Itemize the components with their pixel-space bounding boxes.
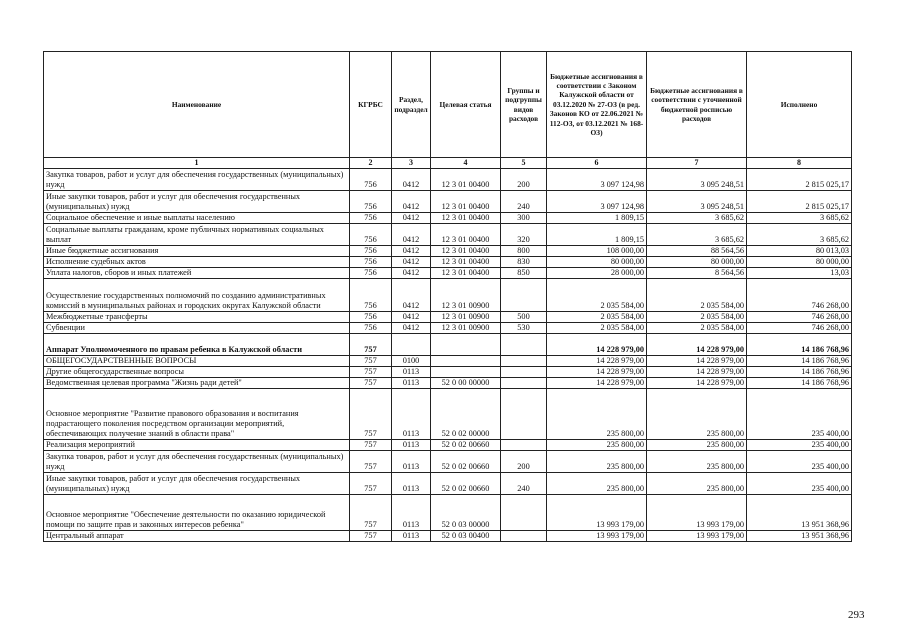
row-section: 0113 [392,389,431,440]
row-section: 0113 [392,531,431,542]
table-row [44,389,852,440]
row-kgrbs: 756 [350,279,392,312]
row-kgrbs: 757 [350,367,392,378]
row-target: 52 0 03 00400 [431,531,501,542]
row-group [501,279,547,312]
page-number: 293 [848,609,865,621]
column-number-row [44,158,852,169]
row-name: Социальные выплаты гражданам, кроме публичных нормативных социальных выплат [44,224,350,246]
row-name: Ведомственная целевая программа "Жизнь ради детей" [44,378,350,389]
row-name: Основное мероприятие "Развитие правового образования и воспитания подрастающего поколения посредством организации мероприятий, обеспечивающих получение знаний в области права" [44,389,350,440]
row-law-allocation: 3 097 124,98 [547,191,647,213]
row-target: 52 0 02 00660 [431,440,501,451]
row-group [501,440,547,451]
table-row [44,495,852,531]
row-target [431,334,501,356]
row-law-allocation: 14 228 979,00 [547,378,647,389]
row-kgrbs: 756 [350,169,392,191]
row-section: 0412 [392,312,431,323]
row-kgrbs: 756 [350,268,392,279]
row-roster-allocation: 14 228 979,00 [647,367,747,378]
row-group [501,531,547,542]
row-group [501,389,547,440]
row-roster-allocation: 235 800,00 [647,389,747,440]
table-row [44,213,852,224]
column-number: 4 [431,158,501,169]
row-section: 0113 [392,473,431,495]
row-target: 12 3 01 00400 [431,191,501,213]
row-group: 240 [501,191,547,213]
row-law-allocation: 14 228 979,00 [547,356,647,367]
table-row [44,246,852,257]
row-executed: 746 268,00 [747,323,852,334]
row-target: 12 3 01 00900 [431,312,501,323]
row-name: Аппарат Уполномоченного по правам ребенка в Калужской области [44,334,350,356]
row-section: 0113 [392,367,431,378]
row-executed: 14 186 768,96 [747,367,852,378]
row-kgrbs: 757 [350,389,392,440]
row-kgrbs: 757 [350,378,392,389]
row-roster-allocation: 3 685,62 [647,213,747,224]
row-executed: 746 268,00 [747,279,852,312]
row-name: Уплата налогов, сборов и иных платежей [44,268,350,279]
row-kgrbs: 756 [350,246,392,257]
row-law-allocation: 2 035 584,00 [547,323,647,334]
row-section: 0412 [392,257,431,268]
row-section: 0412 [392,268,431,279]
row-kgrbs: 756 [350,213,392,224]
row-kgrbs: 757 [350,440,392,451]
column-number: 8 [747,158,852,169]
row-group [501,367,547,378]
row-kgrbs: 757 [350,473,392,495]
row-group [501,378,547,389]
row-name: Иные закупки товаров, работ и услуг для обеспечения государственных (муниципальных) нужд [44,191,350,213]
table-row [44,191,852,213]
row-kgrbs: 757 [350,334,392,356]
row-section: 0412 [392,246,431,257]
row-law-allocation: 2 035 584,00 [547,279,647,312]
row-roster-allocation: 14 228 979,00 [647,378,747,389]
row-target: 12 3 01 00400 [431,224,501,246]
column-header-group: Группы и подгруппы видов расходов [501,52,547,158]
row-kgrbs: 756 [350,323,392,334]
row-executed: 80 013,03 [747,246,852,257]
row-target: 12 3 01 00900 [431,279,501,312]
row-name: Закупка товаров, работ и услуг для обеспечения государственных (муниципальных) нужд [44,169,350,191]
row-roster-allocation: 235 800,00 [647,451,747,473]
row-name: Закупка товаров, работ и услуг для обеспечения государственных (муниципальных) нужд [44,451,350,473]
row-kgrbs: 757 [350,451,392,473]
row-executed: 14 186 768,96 [747,334,852,356]
row-group: 530 [501,323,547,334]
row-target: 12 3 01 00400 [431,268,501,279]
row-kgrbs: 757 [350,356,392,367]
row-roster-allocation: 88 564,56 [647,246,747,257]
row-group [501,356,547,367]
row-executed: 13 951 368,96 [747,531,852,542]
row-roster-allocation: 235 800,00 [647,473,747,495]
row-section: 0412 [392,279,431,312]
row-group: 800 [501,246,547,257]
row-name: Межбюджетные трансферты [44,312,350,323]
table-row [44,440,852,451]
row-executed: 235 400,00 [747,440,852,451]
row-roster-allocation: 3 095 248,51 [647,169,747,191]
row-kgrbs: 757 [350,495,392,531]
row-law-allocation: 14 228 979,00 [547,334,647,356]
row-section: 0412 [392,323,431,334]
row-law-allocation: 1 809,15 [547,213,647,224]
table-row [44,312,852,323]
row-law-allocation: 2 035 584,00 [547,312,647,323]
row-roster-allocation: 13 993 179,00 [647,495,747,531]
row-section: 0113 [392,378,431,389]
row-executed: 80 000,00 [747,257,852,268]
row-law-allocation: 14 228 979,00 [547,367,647,378]
row-law-allocation: 13 993 179,00 [547,531,647,542]
row-law-allocation: 108 000,00 [547,246,647,257]
row-target: 52 0 02 00000 [431,389,501,440]
row-executed: 13 951 368,96 [747,495,852,531]
table-row [44,257,852,268]
row-executed: 235 400,00 [747,451,852,473]
row-name: Реализация мероприятий [44,440,350,451]
row-section: 0412 [392,169,431,191]
table-row [44,334,852,356]
row-name: Центральный аппарат [44,531,350,542]
row-law-allocation: 13 993 179,00 [547,495,647,531]
table-body [44,169,852,542]
row-target: 52 0 00 00000 [431,378,501,389]
row-section: 0113 [392,495,431,531]
row-law-allocation: 235 800,00 [547,451,647,473]
budget-table [43,51,852,542]
row-executed: 3 685,62 [747,213,852,224]
row-kgrbs: 756 [350,257,392,268]
row-executed: 235 400,00 [747,389,852,440]
row-group [501,334,547,356]
row-name: Осуществление государственных полномочий по созданию административных комиссий в муниципальных районах и городских округах Калужской области [44,279,350,312]
column-number: 5 [501,158,547,169]
row-group: 200 [501,169,547,191]
row-law-allocation: 1 809,15 [547,224,647,246]
table-row [44,531,852,542]
row-target: 52 0 02 00660 [431,473,501,495]
row-target: 52 0 03 00000 [431,495,501,531]
row-target: 52 0 02 00660 [431,451,501,473]
row-group [501,495,547,531]
row-name: Социальное обеспечение и иные выплаты населению [44,213,350,224]
column-header-name: Наименование [44,52,350,158]
table-row [44,279,852,312]
row-law-allocation: 235 800,00 [547,440,647,451]
row-group: 850 [501,268,547,279]
row-roster-allocation: 8 564,56 [647,268,747,279]
row-section: 0412 [392,191,431,213]
column-number: 2 [350,158,392,169]
row-group: 200 [501,451,547,473]
table-header [44,52,852,169]
row-law-allocation: 3 097 124,98 [547,169,647,191]
row-name: Иные закупки товаров, работ и услуг для обеспечения государственных (муниципальных) нужд [44,473,350,495]
row-executed: 3 685,62 [747,224,852,246]
row-law-allocation: 235 800,00 [547,389,647,440]
row-name: Другие общегосударственные вопросы [44,367,350,378]
column-header-executed: Исполнено [747,52,852,158]
column-number: 3 [392,158,431,169]
row-executed: 2 815 025,17 [747,191,852,213]
row-section [392,334,431,356]
row-target: 12 3 01 00400 [431,257,501,268]
row-section: 0113 [392,440,431,451]
table-row [44,473,852,495]
row-target: 12 3 01 00400 [431,246,501,257]
column-number: 7 [647,158,747,169]
row-name: Иные бюджетные ассигнования [44,246,350,257]
row-roster-allocation: 2 035 584,00 [647,312,747,323]
row-target [431,356,501,367]
row-executed: 746 268,00 [747,312,852,323]
column-header-kgrbs: КГРБС [350,52,392,158]
row-law-allocation: 235 800,00 [547,473,647,495]
row-group: 830 [501,257,547,268]
row-executed: 13,03 [747,268,852,279]
table-row [44,356,852,367]
row-section: 0113 [392,451,431,473]
row-target: 12 3 01 00900 [431,323,501,334]
row-name: ОБЩЕГОСУДАРСТВЕННЫЕ ВОПРОСЫ [44,356,350,367]
row-roster-allocation: 3 095 248,51 [647,191,747,213]
row-section: 0412 [392,213,431,224]
row-section: 0100 [392,356,431,367]
column-number: 1 [44,158,350,169]
row-kgrbs: 756 [350,312,392,323]
column-number: 6 [547,158,647,169]
row-executed: 14 186 768,96 [747,378,852,389]
row-section: 0412 [392,224,431,246]
row-law-allocation: 28 000,00 [547,268,647,279]
table-row [44,378,852,389]
table-row [44,367,852,378]
row-roster-allocation: 3 685,62 [647,224,747,246]
column-header-section: Раздел, подраздел [392,52,431,158]
row-kgrbs: 756 [350,191,392,213]
row-executed: 14 186 768,96 [747,356,852,367]
table-row [44,268,852,279]
row-executed: 2 815 025,17 [747,169,852,191]
row-target: 12 3 01 00400 [431,213,501,224]
row-target [431,367,501,378]
row-group: 500 [501,312,547,323]
column-header-target: Целевая статья [431,52,501,158]
table-row [44,169,852,191]
row-roster-allocation: 2 035 584,00 [647,323,747,334]
column-header-law-allocation: Бюджетные ассигнования в соответствии с Законом Калужской области от 03.12.2020 № 27-ОЗ (в ред. Законов КО от 22.06.2021 № 112-ОЗ, от 03.12.2021 № 168-ОЗ) [547,52,647,158]
column-header-roster-allocation: Бюджетные ассигнования в соответствии с уточненной бюджетной росписью расходов [647,52,747,158]
row-name: Основное мероприятие "Обеспечение деятельности по оказанию юридической помощи по защите прав и законных интересов ребенка" [44,495,350,531]
row-group: 300 [501,213,547,224]
row-name: Субвенции [44,323,350,334]
row-roster-allocation: 14 228 979,00 [647,356,747,367]
table-row [44,323,852,334]
table-row [44,224,852,246]
row-roster-allocation: 2 035 584,00 [647,279,747,312]
row-group: 320 [501,224,547,246]
row-law-allocation: 80 000,00 [547,257,647,268]
table-row [44,451,852,473]
row-name: Исполнение судебных актов [44,257,350,268]
row-kgrbs: 757 [350,531,392,542]
row-roster-allocation: 80 000,00 [647,257,747,268]
row-roster-allocation: 235 800,00 [647,440,747,451]
row-kgrbs: 756 [350,224,392,246]
row-roster-allocation: 14 228 979,00 [647,334,747,356]
row-roster-allocation: 13 993 179,00 [647,531,747,542]
row-executed: 235 400,00 [747,473,852,495]
row-group: 240 [501,473,547,495]
row-target: 12 3 01 00400 [431,169,501,191]
